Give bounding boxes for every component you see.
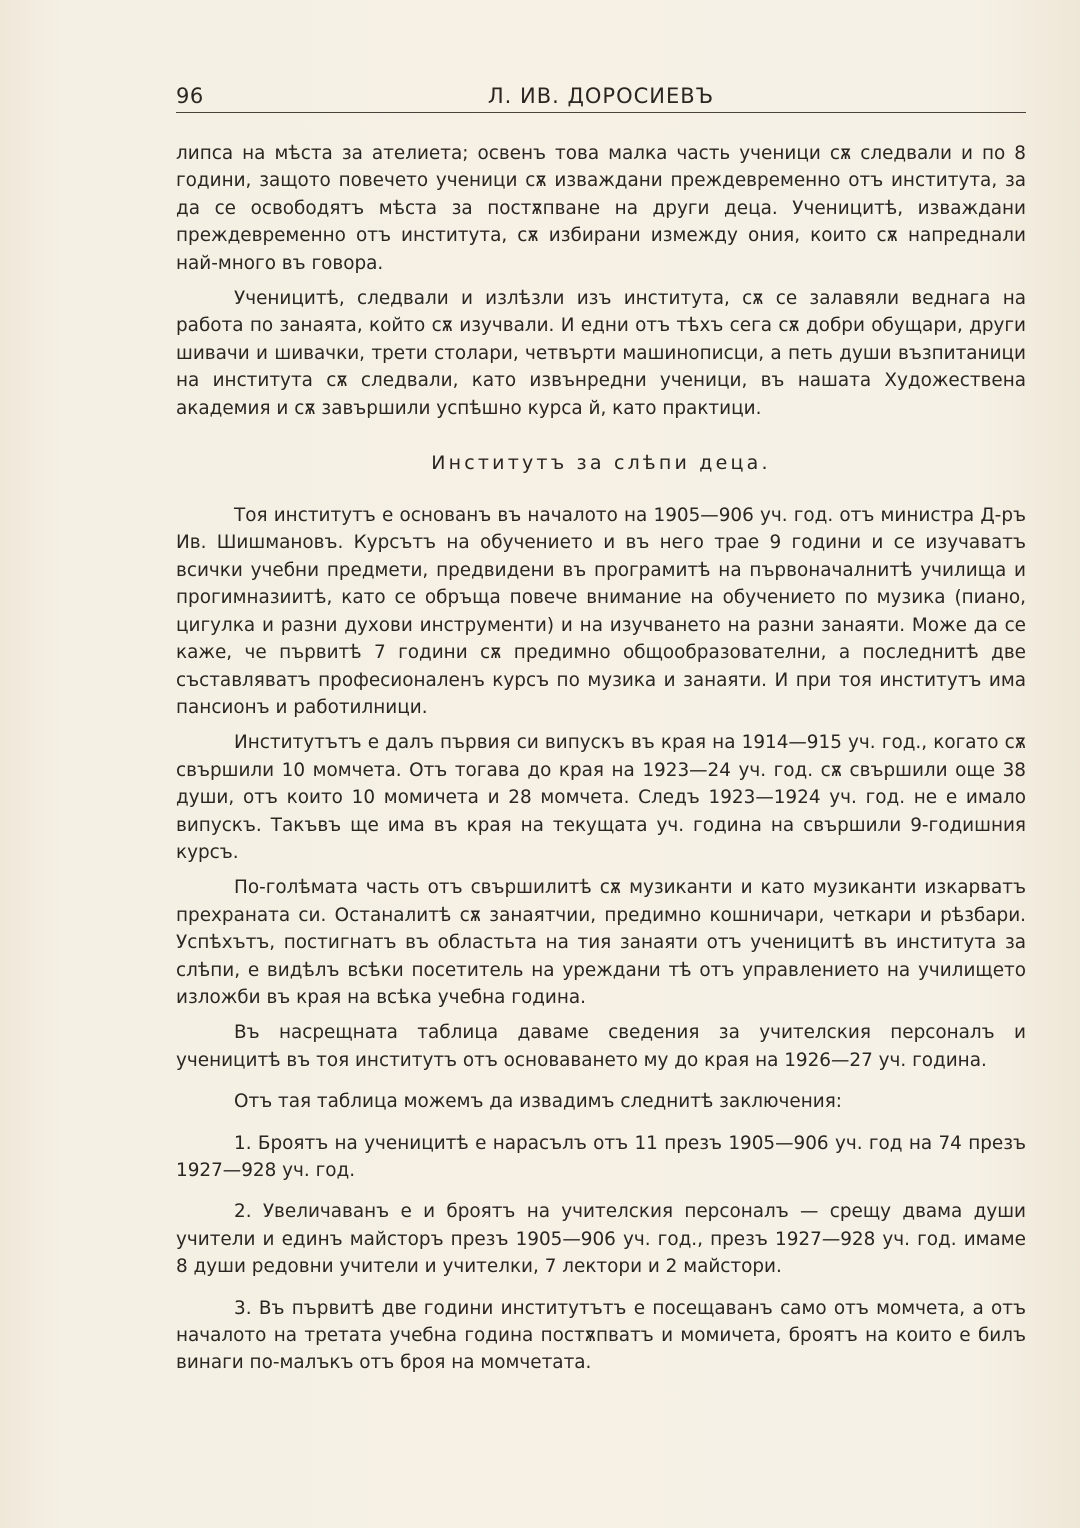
page-number: 96: [176, 84, 204, 108]
conclusion-item-2: 2. Увеличаванъ е и броятъ на учителския персоналъ — срещу двама души учители и единъ майсторъ презъ 1905—906 уч. год., презъ 1927—928 уч. год. имаме 8 души редовни учители и учителки, 7 лектори и 2 майстори.: [176, 1201, 1026, 1278]
conclusion-item-3: 3. Въ първитѣ две години институтътъ е посещаванъ само отъ момчета, а отъ началото на третата учебна година постѫпватъ и момичета, броятъ на които е билъ винаги по-малъкъ отъ броя на момчетата.: [176, 1297, 1026, 1374]
paragraph-6: Въ насрещната таблица даваме сведения за учителския персоналъ и ученицитѣ въ тоя институтъ отъ основаването му до края на 1926—27 уч. година.: [176, 1022, 1026, 1071]
conclusion-item-1: 1. Броятъ на ученицитѣ е нарасълъ отъ 11 презъ 1905—906 уч. год на 74 презъ 1927—928 уч. год.: [176, 1132, 1026, 1181]
paragraph-2: Ученицитѣ, следвали и излѣзли изъ института, сѫ се залавяли веднага на работа по занаята, който сѫ изучвали. И едни отъ тѣхъ сега сѫ добри обущари, други шивачи и шивачки, трети столари, четвърти машинописци, а петь души възпитаници на института сѫ следвали, като извънредни ученици, въ нашата Художествена академия и сѫ завършили успѣшно курса й, като практици.: [176, 288, 1026, 419]
section-title: Институтъ за слѣпи деца.: [431, 452, 771, 475]
paragraph-7: Отъ тая таблица можемъ да извадимъ следнитѣ заключения:: [234, 1091, 842, 1113]
paragraph-5: По-голѣмата часть отъ свършилитѣ сѫ музиканти и като музиканти изкарватъ прехраната си. Останалитѣ сѫ занаятчии, предимно кошничари, четкари и рѣзбари. Успѣхътъ, постигнатъ въ областьта на тия занаяти отъ ученицитѣ въ института за слѣпи, е видѣлъ всѣки посетитель на уреждани тѣ отъ управлението на училището изложби въ края на всѣка учебна година.: [176, 877, 1026, 1008]
paragraph-1: липса на мѣста за ателиета; освенъ това малка часть ученици сѫ следвали и по 8 години, защото повечето ученици сѫ изваждани преждевременно отъ института, за да се освободятъ мѣста за постѫпване на други деца. Ученицитѣ, изваждани преждевременно отъ института, сѫ избирани измежду ония, които сѫ напреднали най-много въ говора.: [176, 143, 1026, 274]
running-title: Л. ИВ. ДОРОСИЕВЪ: [487, 84, 715, 108]
paragraph-4: Институтътъ е далъ първия си випускъ въ края на 1914—915 уч. год., когато сѫ свършили 10 момчета. Отъ тогава до края на 1923—24 уч. год. сѫ свършили още 38 души, отъ които 10 момичета и 28 момчета. Следъ 1923—1924 уч. год. не е имало випускъ. Такъвъ ще има въ края на текущата уч. година на свършили 9-годишния курсъ.: [176, 732, 1026, 863]
paragraph-3: Тоя институтъ е основанъ въ началото на 1905—906 уч. год. отъ министра Д-ръ Ив. Шишмановъ. Курсътъ на обучението и въ него трае 9 години и се изучаватъ всички учебни предмети, предвидени въ програмитѣ на първоначалнитѣ училища и прогимназиитѣ, като се обръща повече внимание на обучението по музика (пиано, цигулка и разни духови инструменти) и на изучването на разни занаяти. Може да се каже, че първитѣ 7 години сѫ предимно общообразователни, а последнитѣ две съставляватъ професионаленъ курсъ по музика и занаяти. И при тоя институтъ има пансионъ и работилници.: [176, 505, 1026, 718]
page-header: [176, 84, 1026, 113]
body-text: [176, 140, 1026, 1377]
